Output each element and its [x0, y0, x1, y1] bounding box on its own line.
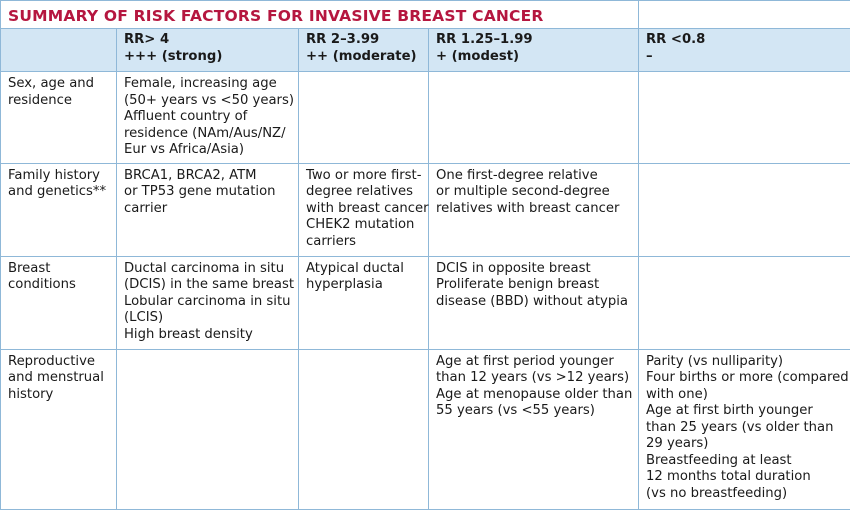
cell-text-line: (LCIS) — [124, 310, 164, 325]
cell-text-line: Parity (vs nulliparity) — [646, 353, 784, 369]
title-row — [1, 1, 850, 29]
header-modest-label: + (modest) — [436, 48, 520, 64]
cell-modest — [429, 349, 639, 509]
header-protective-label: – — [646, 48, 653, 64]
cell-modest — [429, 163, 639, 256]
cell-moderate — [299, 256, 429, 349]
cell-text-line: High breast density — [124, 326, 253, 342]
cell-text-line: Reproductive — [8, 353, 95, 369]
cell-text-line: carrier — [124, 200, 168, 216]
table-row — [1, 72, 850, 164]
cell-text-line: residence (NAm/Aus/NZ/ — [124, 125, 286, 141]
cell-text-line: Eur vs Africa/Asia) — [124, 142, 245, 157]
cell-text-line: Sex, age and — [8, 76, 95, 91]
cell-text-line: Female, increasing age — [124, 76, 277, 91]
header-moderate-label: ++ (moderate) — [306, 48, 417, 64]
header-moderate-rr: RR 2–3.99 — [306, 32, 380, 47]
cell-strong — [117, 72, 299, 164]
row-label — [1, 72, 117, 164]
header-strong-rr: RR> 4 — [124, 32, 170, 47]
cell-modest — [429, 256, 639, 349]
cell-protective — [639, 72, 850, 164]
cell-text-line: 12 months total duration — [646, 469, 811, 484]
cell-text-line: carriers — [306, 233, 357, 249]
cell-modest — [429, 72, 639, 164]
cell-text-line: DCIS in opposite breast — [436, 260, 591, 276]
cell-moderate — [299, 72, 429, 164]
cell-text-line: Age at menopause older than — [436, 386, 633, 402]
cell-text-line: relatives with breast cancer — [436, 200, 620, 216]
cell-text-line: Affluent country of — [124, 109, 248, 124]
cell-text-line: than 12 years (vs >12 years) — [436, 370, 630, 385]
cell-text-line: CHEK2 mutation — [306, 217, 415, 232]
cell-strong — [117, 349, 299, 509]
cell-protective — [639, 349, 850, 509]
row-label — [1, 163, 117, 256]
cell-text-line: residence — [8, 92, 72, 108]
cell-moderate — [299, 349, 429, 509]
cell-protective — [639, 163, 850, 256]
cell-text-line: with breast cancer — [306, 200, 429, 216]
table-row — [1, 349, 850, 509]
header-cell-protective — [639, 29, 850, 72]
cell-text-line: and menstrual — [8, 370, 104, 385]
cell-protective — [639, 256, 850, 349]
cell-text-line: Age at first birth younger — [646, 403, 813, 418]
cell-text-line: BRCA1, BRCA2, ATM — [124, 167, 257, 183]
cell-text-line: Lobular carcinoma in situ — [124, 293, 291, 309]
header-protective-rr: RR <0.8 — [646, 32, 706, 47]
cell-strong — [117, 163, 299, 256]
header-row — [1, 29, 850, 72]
cell-text-line: Family history — [8, 167, 100, 183]
cell-text-line: (DCIS) in the same breast — [124, 277, 294, 292]
cell-text-line: Four births or more (compared — [646, 370, 849, 385]
cell-text-line: degree relatives — [306, 184, 414, 199]
cell-text-line: Breast — [8, 260, 51, 276]
cell-text-line: Age at first period younger — [436, 353, 614, 369]
cell-text-line: hyperplasia — [306, 277, 383, 292]
cell-text-line: with one) — [646, 386, 708, 402]
header-cell-empty — [1, 29, 117, 72]
cell-text-line: than 25 years (vs older than — [646, 419, 834, 435]
cell-text-line: Proliferate benign breast — [436, 277, 600, 292]
cell-strong — [117, 256, 299, 349]
cell-text-line: Atypical ductal — [306, 260, 404, 276]
cell-text-line: (vs no breastfeeding) — [646, 485, 788, 501]
cell-text-line: Ductal carcinoma in situ — [124, 260, 285, 276]
row-label — [1, 256, 117, 349]
cell-text-line: 55 years (vs <55 years) — [436, 403, 595, 418]
cell-text-line: or multiple second-degree — [436, 184, 610, 199]
cell-text-line: (50+ years vs <50 years) — [124, 92, 294, 108]
cell-text-line: 29 years) — [646, 436, 709, 451]
table-title: SUMMARY OF RISK FACTORS FOR INVASIVE BREAST CANCER — [1, 1, 639, 29]
cell-text-line: Two or more first- — [306, 167, 422, 183]
cell-text-line: Breastfeeding at least — [646, 452, 792, 468]
header-modest-rr: RR 1.25–1.99 — [436, 32, 533, 47]
cell-text-line: history — [8, 386, 54, 402]
cell-text-line: and genetics** — [8, 184, 107, 199]
header-cell-modest — [429, 29, 639, 72]
header-cell-moderate — [299, 29, 429, 72]
table-row — [1, 163, 850, 256]
header-cell-strong — [117, 29, 299, 72]
cell-text-line: conditions — [8, 277, 76, 292]
cell-text-line: One first-degree relative — [436, 167, 598, 183]
row-label — [1, 349, 117, 509]
title-empty-cell — [639, 1, 850, 29]
cell-moderate — [299, 163, 429, 256]
header-strong-label: +++ (strong) — [124, 48, 223, 64]
cell-text-line: disease (BBD) without atypia — [436, 293, 628, 309]
table-row — [1, 256, 850, 349]
cell-text-line: or TP53 gene mutation — [124, 184, 276, 199]
